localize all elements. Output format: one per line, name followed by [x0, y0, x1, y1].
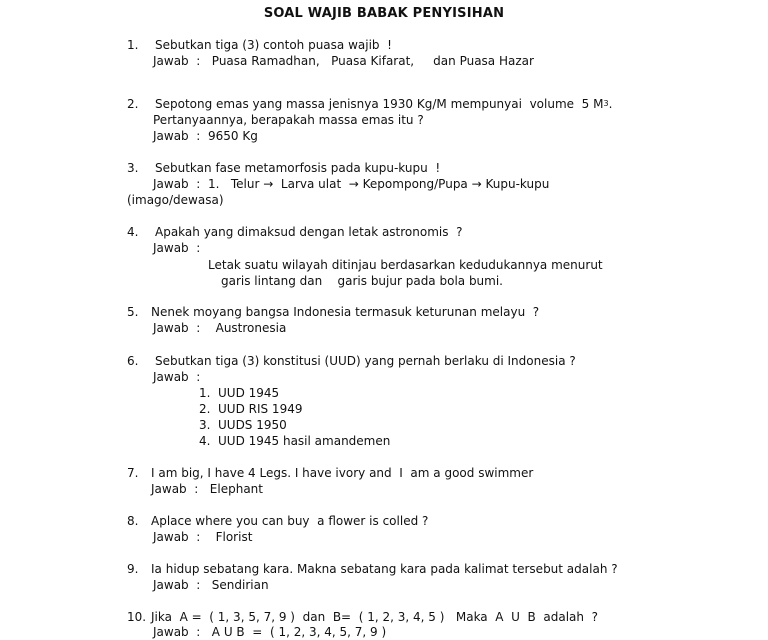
- question-6-answer-label: Jawab :: [153, 370, 201, 384]
- question-2-text: [155, 96, 612, 112]
- question-9-text: Ia hidup sebatang kara. Makna sebatang kara pada kalimat tersebut adalah ?: [151, 562, 618, 576]
- question-10-answer: Jawab : A U B = ( 1, 2, 3, 4, 5, 7, 9 ): [153, 625, 387, 639]
- question-8-answer: Jawab : Florist: [153, 530, 253, 544]
- question-5-answer: Jawab : Austronesia: [153, 321, 287, 335]
- question-6-number: 6.: [127, 354, 139, 368]
- question-5-text: Nenek moyang bangsa Indonesia termasuk keturunan melayu ?: [151, 305, 540, 319]
- list-item-number: 4.: [199, 434, 211, 448]
- question-1-text: Sebutkan tiga (3) contoh puasa wajib !: [155, 38, 392, 52]
- question-4-number: 4.: [127, 225, 139, 239]
- question-4-answer-label: Jawab :: [153, 241, 201, 255]
- question-2-text-line2: Pertanyaannya, berapakah massa emas itu ?: [153, 113, 424, 127]
- list-item: UUD 1945 hasil amandemen: [218, 434, 391, 448]
- list-item: UUDS 1950: [218, 418, 287, 432]
- question-1-number: 1.: [127, 38, 139, 52]
- list-item-number: 1.: [199, 386, 211, 400]
- question-2-superscript: 3: [603, 99, 609, 108]
- document-title: SOAL WAJIB BABAK PENYISIHAN: [263, 6, 505, 21]
- question-3-text: Sebutkan fase metamorfosis pada kupu-kupu !: [155, 161, 441, 175]
- question-1-answer: Jawab : Puasa Ramadhan, Puasa Kifarat, dan Puasa Hazar: [153, 54, 534, 68]
- question-5-number: 5.: [127, 305, 139, 319]
- question-4-text: Apakah yang dimaksud dengan letak astronomis ?: [155, 225, 463, 239]
- question-10-number: 10.: [127, 610, 147, 624]
- question-2-answer: Jawab : 9650 Kg: [153, 129, 258, 143]
- list-item-number: 2.: [199, 402, 211, 416]
- question-2-text-main: Sepotong emas yang massa jenisnya 1930 Kg/M mempunyai volume 5 M: [155, 97, 604, 111]
- question-8-text: Aplace where you can buy a flower is colled ?: [151, 514, 429, 528]
- question-3-answer: Jawab : 1. Telur → Larva ulat → Kepompong/Pupa → Kupu-kupu: [153, 177, 550, 191]
- question-10-text: Jika A = ( 1, 3, 5, 7, 9 ) dan B= ( 1, 2, 3, 4, 5 ) Maka A U B adalah ?: [151, 610, 599, 624]
- question-4-answer-line2: garis lintang dan garis bujur pada bola bumi.: [221, 274, 503, 288]
- question-9-answer: Jawab : Sendirian: [153, 578, 269, 592]
- question-3-number: 3.: [127, 161, 139, 175]
- question-6-text: Sebutkan tiga (3) konstitusi (UUD) yang pernah berlaku di Indonesia ?: [155, 354, 576, 368]
- list-item: UUD 1945: [218, 386, 280, 400]
- question-7-answer: Jawab : Elephant: [151, 482, 263, 496]
- question-3-answer-wrap: (imago/dewasa): [127, 193, 224, 207]
- question-4-answer-line1: Letak suatu wilayah ditinjau berdasarkan kedudukannya menurut: [208, 258, 603, 272]
- question-9-number: 9.: [127, 562, 139, 576]
- question-2-number: 2.: [127, 97, 139, 111]
- question-7-text: I am big, I have 4 Legs. I have ivory and I am a good swimmer: [151, 466, 534, 480]
- question-8-number: 8.: [127, 514, 139, 528]
- list-item-number: 3.: [199, 418, 211, 432]
- question-2-text-tail: .: [608, 97, 613, 111]
- list-item: UUD RIS 1949: [218, 402, 303, 416]
- question-7-number: 7.: [127, 466, 139, 480]
